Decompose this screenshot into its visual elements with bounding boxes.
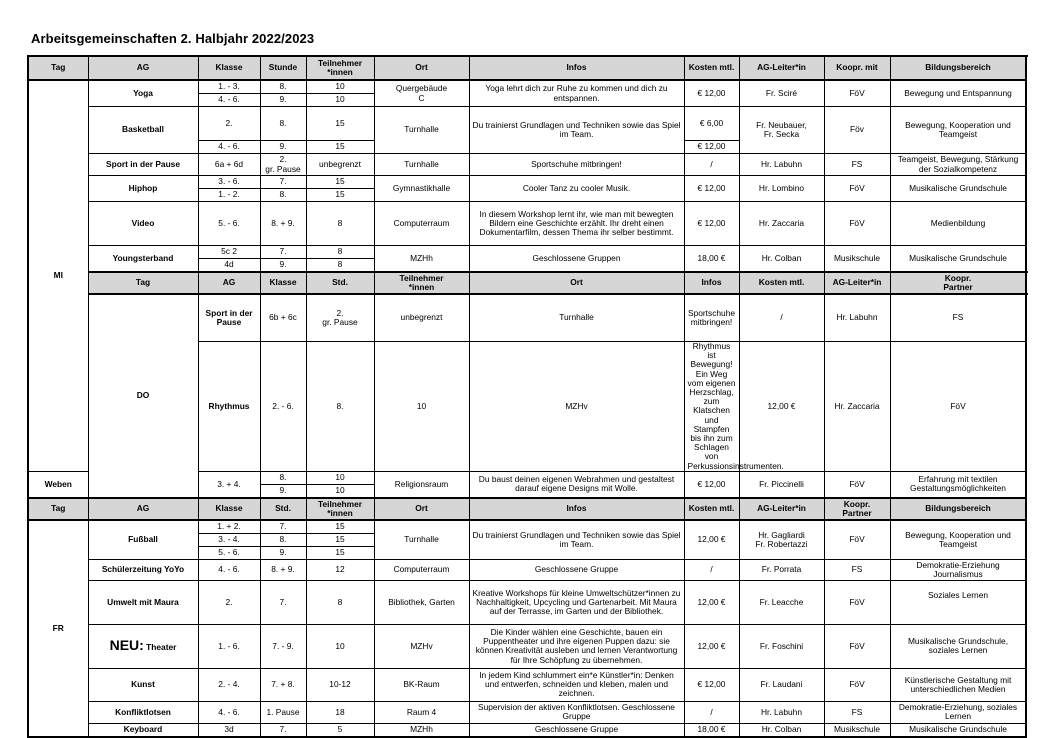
kosten-cell: 12,00 € <box>684 520 739 560</box>
stunde-cell: 7. + 8. <box>260 668 306 701</box>
header-cell: AG-Leiter*in <box>824 272 890 294</box>
header-cell: Kosten mtl. <box>739 272 824 294</box>
koop-cell: FöV <box>890 342 1026 472</box>
bereich-cell: Bewegung und Entspannung <box>890 80 1026 107</box>
table-row <box>28 580 1026 624</box>
bereich-cell: Teamgeist, Bewegung, Stärkung der Sozialkompetenz <box>890 154 1026 176</box>
klasse-cell: 4. - 6. <box>198 701 260 723</box>
bereich-cell: Bewegung, Kooperation und Teamgeist <box>890 520 1026 560</box>
teilnehmer-cell: 10 <box>306 471 374 484</box>
table-row <box>28 520 1026 534</box>
stunde-cell: 8. <box>306 342 374 472</box>
ort-cell: Turnhalle <box>374 520 469 560</box>
ag-name: Yoga <box>88 80 198 107</box>
stunde-cell: 7. <box>260 176 306 189</box>
teilnehmer-cell: 10-12 <box>306 668 374 701</box>
header-cell: Kosten mtl. <box>684 498 739 520</box>
header-cell: Bildungsbereich <box>890 56 1026 80</box>
header-cell: Infos <box>469 56 684 80</box>
ort-cell: Gymnastikhalle <box>374 176 469 202</box>
info-cell: Sportschuhe mitbringen! <box>469 154 684 176</box>
header-cell: AG <box>88 56 198 80</box>
kosten-cell: € 12,00 <box>684 141 739 154</box>
koop-cell: FöV <box>824 520 890 560</box>
header-cell: Infos <box>469 498 684 520</box>
info-cell: Geschlossene Gruppen <box>469 246 684 273</box>
teilnehmer-cell: 18 <box>306 701 374 723</box>
koop-cell: FS <box>824 701 890 723</box>
leiter-cell: Fr. Leacche <box>739 580 824 624</box>
kosten-cell: 12,00 € <box>684 624 739 668</box>
bereich-cell: Musikalische Grundschule <box>890 246 1026 273</box>
header-cell: AG <box>198 272 260 294</box>
kosten-cell: € 6,00 <box>684 107 739 141</box>
kosten-cell: € 12,00 <box>684 668 739 701</box>
klasse-cell: 1. - 3. <box>198 80 260 94</box>
leiter-cell: Hr. Lombino <box>739 176 824 202</box>
header-cell: AG-Leiter*in <box>739 56 824 80</box>
klasse-cell: 6a + 6d <box>198 154 260 176</box>
teilnehmer-cell: 8 <box>306 580 374 624</box>
leiter-cell: Hr. Labuhn <box>824 294 890 342</box>
koop-cell: FöV <box>824 580 890 624</box>
header-cell: Klasse <box>198 56 260 80</box>
header-cell: Ort <box>469 272 684 294</box>
klasse-cell: 5. - 6. <box>198 202 260 246</box>
teilnehmer-cell: 10 <box>306 80 374 94</box>
ort-cell: Computerraum <box>374 559 469 580</box>
leiter-cell: Hr. Colban <box>739 723 824 737</box>
koop-cell: FöV <box>824 668 890 701</box>
header-cell: AG-Leiter*in <box>739 498 824 520</box>
header-cell: Ort <box>374 498 469 520</box>
ort-cell: MZHh <box>374 723 469 737</box>
info-cell: Geschlossene Gruppe <box>469 723 684 737</box>
teilnehmer-cell: 8 <box>306 202 374 246</box>
koop-cell: FöV <box>824 471 890 498</box>
koop-cell: FöV <box>824 176 890 202</box>
koop-cell: FöV <box>824 624 890 668</box>
klasse-cell: 1. - 6. <box>198 624 260 668</box>
stunde-cell: 8. <box>260 533 306 546</box>
stunde-cell: 8. + 9. <box>260 559 306 580</box>
teilnehmer-cell: 15 <box>306 176 374 189</box>
klasse-cell: 3. - 4. <box>198 533 260 546</box>
table-row <box>28 624 1026 668</box>
bereich-cell: Demokratie-Erziehung, soziales Lernen <box>890 701 1026 723</box>
table-row <box>28 246 1026 259</box>
koop-cell: Musikschule <box>824 723 890 737</box>
header-cell: Teilnehmer *innen <box>306 498 374 520</box>
table-row <box>28 668 1026 701</box>
header-cell: Tag <box>28 498 88 520</box>
teilnehmer-cell: 10 <box>306 624 374 668</box>
ag-name: Youngsterband <box>88 246 198 273</box>
klasse-cell: 1. - 2. <box>198 189 260 202</box>
leiter-cell: Hr. Labuhn <box>739 154 824 176</box>
klasse-cell: 4. - 6. <box>198 94 260 107</box>
stunde-cell: 7. - 9. <box>260 624 306 668</box>
klasse-cell: 3. - 6. <box>198 176 260 189</box>
kosten-cell: € 12,00 <box>684 202 739 246</box>
header-cell: Kosten mtl. <box>684 56 739 80</box>
leiter-cell: Hr. Zaccaria <box>824 342 890 472</box>
ag-name: Weben <box>28 471 88 498</box>
teilnehmer-cell: 15 <box>306 520 374 534</box>
info-cell: Sportschuhe mitbringen! <box>684 294 739 342</box>
stunde-cell: 8. <box>260 107 306 141</box>
bereich-cell: Musikalische Grundschule <box>890 723 1026 737</box>
koop-cell: FöV <box>824 80 890 107</box>
table-row <box>28 701 1026 723</box>
header-cell: Koopr. mit <box>824 56 890 80</box>
stunde-cell: 7. <box>260 246 306 259</box>
kosten-cell: 12,00 € <box>684 580 739 624</box>
stunde-cell: 8. + 9. <box>260 202 306 246</box>
ag-name <box>88 624 198 668</box>
teilnehmer-cell: unbegrenzt <box>374 294 469 342</box>
info-cell: Cooler Tanz zu cooler Musik. <box>469 176 684 202</box>
koop-cell: FS <box>824 559 890 580</box>
info-cell: Kreative Workshops für kleine Umweltschützer*innen zu Nachhaltigkeit, Upcycling und Gartenarbeit. Mit Maura auf der Terrasse, im Garten und der Bibliothek. <box>469 580 684 624</box>
teilnehmer-cell: unbegrenzt <box>306 154 374 176</box>
table-row <box>28 723 1026 737</box>
klasse-cell: 2. - 6. <box>260 342 306 472</box>
kosten-cell: / <box>684 154 739 176</box>
info-cell: Du trainierst Grundlagen und Techniken sowie das Spiel im Team. <box>469 107 684 154</box>
ort-cell: Religionsraum <box>374 471 469 498</box>
klasse-cell: 4. - 6. <box>198 141 260 154</box>
teilnehmer-cell: 10 <box>374 342 469 472</box>
bereich-cell: Demokratie-Erziehung Journalismus <box>890 559 1026 580</box>
klasse-cell: 6b + 6c <box>260 294 306 342</box>
klasse-cell: 2. <box>198 580 260 624</box>
teilnehmer-cell: 15 <box>306 189 374 202</box>
ag-name: Keyboard <box>88 723 198 737</box>
ort-cell: Turnhalle <box>374 107 469 154</box>
ort-cell: Bibliothek, Garten <box>374 580 469 624</box>
ag-name: Kunst <box>88 668 198 701</box>
stunde-cell: 7. <box>260 723 306 737</box>
table-row <box>28 559 1026 580</box>
koop-cell: FS <box>824 154 890 176</box>
stunde-cell: 1. Pause <box>260 701 306 723</box>
header-cell: Teilnehmer *innen <box>306 56 374 80</box>
leiter-cell: Hr. Colban <box>739 246 824 273</box>
ag-name: Schülerzeitung YoYo <box>88 559 198 580</box>
header-cell: Koopr. Partner <box>824 498 890 520</box>
kosten-cell: 18,00 € <box>684 723 739 737</box>
ort-cell: Computerraum <box>374 202 469 246</box>
koop-cell: FöV <box>824 202 890 246</box>
kosten-cell: / <box>684 559 739 580</box>
klasse-cell: 2. - 4. <box>198 668 260 701</box>
ag-name: Hiphop <box>88 176 198 202</box>
teilnehmer-cell: 15 <box>306 546 374 559</box>
stunde-cell: 9. <box>260 259 306 273</box>
teilnehmer-cell: 10 <box>306 94 374 107</box>
koop-cell: Musikschule <box>824 246 890 273</box>
stunde-cell: 7. <box>260 520 306 534</box>
page-title: Arbeitsgemeinschaften 2. Halbjahr 2022/2023 <box>31 31 315 46</box>
kosten-cell: 12,00 € <box>739 342 824 472</box>
stunde-cell: 9. <box>260 94 306 107</box>
header-cell: Klasse <box>260 272 306 294</box>
header-row-mi <box>28 56 1026 80</box>
header-cell: Stunde <box>260 56 306 80</box>
teilnehmer-cell: 8 <box>306 259 374 273</box>
kosten-cell: 18,00 € <box>684 246 739 273</box>
teilnehmer-cell: 12 <box>306 559 374 580</box>
leiter-cell: Fr. Piccinelli <box>739 471 824 498</box>
day-label-mi: MI <box>28 80 88 471</box>
table-row <box>28 80 1026 94</box>
ort-cell: Turnhalle <box>374 154 469 176</box>
ort-cell: MZHv <box>374 624 469 668</box>
leiter-cell: Fr. Neubauer, Fr. Secka <box>739 107 824 154</box>
stunde-cell: 8. <box>260 471 306 484</box>
header-cell: Ort <box>374 56 469 80</box>
info-cell: Rhythmus ist Bewegung! Ein Weg vom eigenen Herzschlag, zum Klatschen und Stampfen bis ihn zum Schlagen von Perkussionsinstrumenten. <box>684 342 739 472</box>
stunde-cell: 9. <box>260 141 306 154</box>
kosten-cell: € 12,00 <box>684 471 739 498</box>
klasse-cell: 4d <box>198 259 260 273</box>
ag-table <box>27 55 1027 738</box>
leiter-cell: Fr. Porrata <box>739 559 824 580</box>
klasse-cell: 5. - 6. <box>198 546 260 559</box>
stunde-cell: 8. <box>260 80 306 94</box>
ort-cell: BK-Raum <box>374 668 469 701</box>
ort-cell: Quergebäude C <box>374 80 469 107</box>
stunde-cell: 9. <box>260 484 306 498</box>
teilnehmer-cell: 15 <box>306 107 374 141</box>
koop-cell: Föv <box>824 107 890 154</box>
info-cell: In jedem Kind schlummert ein*e Künstler*in: Denken und entwerfen, schneiden und kleben, malen und zeichnen. <box>469 668 684 701</box>
info-cell: Du trainierst Grundlagen und Techniken sowie das Spiel im Team. <box>469 520 684 560</box>
bereich-cell: Künstlerische Gestaltung mit unterschiedlichen Medien <box>890 668 1026 701</box>
table-row <box>28 154 1026 176</box>
leiter-cell: Hr. Zaccaria <box>739 202 824 246</box>
table-row <box>28 176 1026 189</box>
info-cell: Supervision der aktiven Konfliktlotsen. Geschlossene Gruppe <box>469 701 684 723</box>
leiter-cell: Fr. Foschini <box>739 624 824 668</box>
teilnehmer-cell: 15 <box>306 533 374 546</box>
header-cell: Klasse <box>198 498 260 520</box>
kosten-cell: / <box>684 701 739 723</box>
stunde-cell: 2. gr. Pause <box>260 154 306 176</box>
table-row <box>28 202 1026 246</box>
bereich-cell: Soziales Lernen <box>890 580 1026 624</box>
stunde-cell: 7. <box>260 580 306 624</box>
klasse-cell: 5c 2 <box>198 246 260 259</box>
klasse-cell: 1. + 2. <box>198 520 260 534</box>
header-cell: Bildungsbereich <box>890 498 1026 520</box>
header-cell: Teilnehmer *innen <box>374 272 469 294</box>
ag-name: Video <box>88 202 198 246</box>
kosten-cell: / <box>739 294 824 342</box>
teilnehmer-cell: 5 <box>306 723 374 737</box>
kosten-cell: € 12,00 <box>684 80 739 107</box>
header-cell: Tag <box>88 272 198 294</box>
ag-name: Sport in der Pause <box>198 294 260 342</box>
leiter-cell: Fr. Sciré <box>739 80 824 107</box>
bereich-cell: Bewegung, Kooperation und Teamgeist <box>890 107 1026 154</box>
teilnehmer-cell: 8 <box>306 246 374 259</box>
info-cell: In diesem Workshop lernt ihr, wie man mit bewegten Bildern eine Geschichte erzählt. Ihr dreht einen Dokumentarfilm, dessen Thema ihr selber bestimmt. <box>469 202 684 246</box>
ag-name: Basketball <box>88 107 198 154</box>
klasse-cell: 3d <box>198 723 260 737</box>
ag-name-label: Theater <box>146 641 177 652</box>
header-cell: Std. <box>260 498 306 520</box>
ag-name: Umwelt mit Maura <box>88 580 198 624</box>
teilnehmer-cell: 15 <box>306 141 374 154</box>
bereich-cell: Erfahrung mit textilen Gestaltungsmöglichkeiten <box>890 471 1026 498</box>
table-row <box>28 107 1026 141</box>
ag-name: Sport in der Pause <box>88 154 198 176</box>
table-row <box>28 294 1026 342</box>
info-cell: Geschlossene Gruppe <box>469 559 684 580</box>
teilnehmer-cell: 10 <box>306 484 374 498</box>
ag-name: Fußball <box>88 520 198 560</box>
ort-cell: MZHv <box>469 342 684 472</box>
info-cell: Die Kinder wählen eine Geschichte, bauen ein Puppentheater und ihre eigenen Puppen dazu: sie können Kreativität ausleben und lernen Verantwortung für Ihre Schöpfung zu übernehmen. <box>469 624 684 668</box>
info-cell: Du baust deinen eigenen Webrahmen und gestaltest darauf eigene Designs mit Wolle. <box>469 471 684 498</box>
ag-name: Rhythmus <box>198 342 260 472</box>
koop-cell: FS <box>890 294 1026 342</box>
klasse-cell: 2. <box>198 107 260 141</box>
ag-name: Konfliktlotsen <box>88 701 198 723</box>
leiter-cell: Hr. Gagliardi Fr. Robertazzi <box>739 520 824 560</box>
klasse-cell: 4. - 6. <box>198 559 260 580</box>
stunde-cell: 8. <box>260 189 306 202</box>
bereich-cell: Medienbildung <box>890 202 1026 246</box>
day-label-fr: FR <box>28 520 88 737</box>
kosten-cell: € 12,00 <box>684 176 739 202</box>
leiter-cell: Fr. Laudani <box>739 668 824 701</box>
header-cell: Koopr. Partner <box>890 272 1026 294</box>
ort-cell: Turnhalle <box>469 294 684 342</box>
new-badge: NEU: <box>109 636 144 653</box>
header-row-do <box>28 272 1026 294</box>
ort-cell: Raum 4 <box>374 701 469 723</box>
header-cell: Tag <box>28 56 88 80</box>
header-cell: Std. <box>306 272 374 294</box>
header-cell: Infos <box>684 272 739 294</box>
ort-cell: MZHh <box>374 246 469 273</box>
leiter-cell: Hr. Labuhn <box>739 701 824 723</box>
klasse-cell: 3. + 4. <box>198 471 260 498</box>
bereich-cell: Musikalische Grundschule <box>890 176 1026 202</box>
bereich-cell: Musikalische Grundschule, soziales Lernen <box>890 624 1026 668</box>
info-cell: Yoga lehrt dich zur Ruhe zu kommen und dich zu entspannen. <box>469 80 684 107</box>
header-cell: AG <box>88 498 198 520</box>
stunde-cell: 9. <box>260 546 306 559</box>
day-label-do: DO <box>88 294 198 498</box>
stunde-cell: 2. gr. Pause <box>306 294 374 342</box>
header-row-fr <box>28 498 1026 520</box>
